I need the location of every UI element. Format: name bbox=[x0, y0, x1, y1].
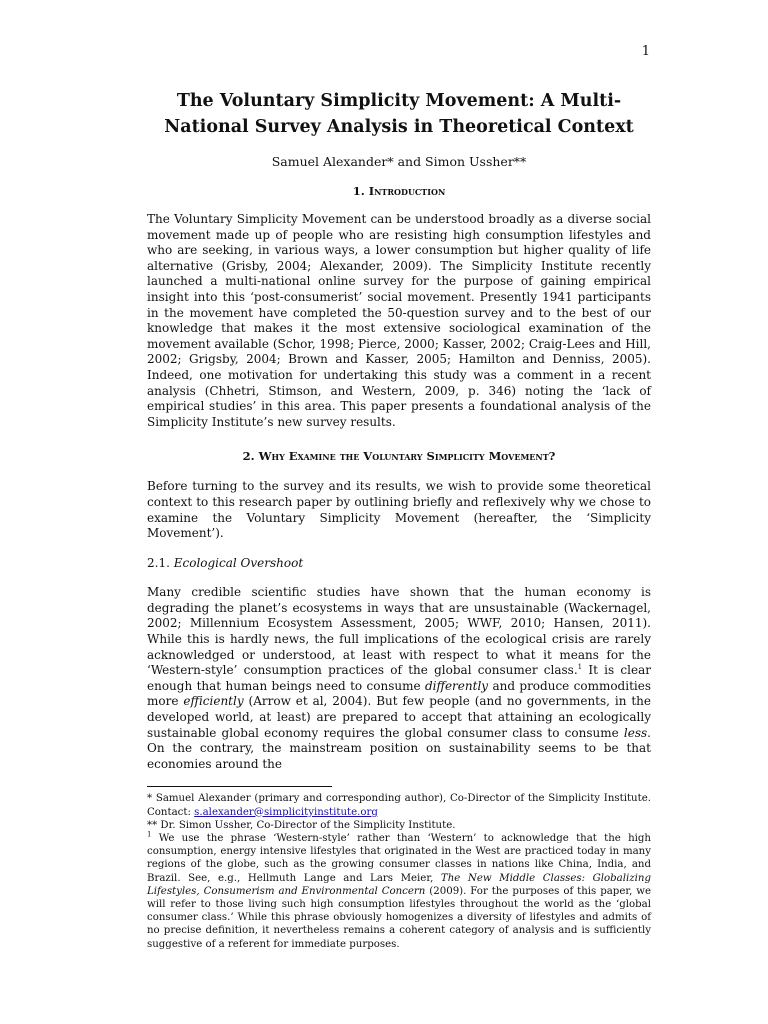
paper-title: The Voluntary Simplicity Movement: A Multi-National Survey Analysis in Theoretical Context bbox=[164, 91, 634, 137]
text-run: * Samuel Alexander (primary and corresponding author), Co-Director of the Simplicity Institute. Contact: bbox=[147, 793, 651, 818]
text-run: We use the phrase ‘Western-style’ rather than ‘Western’ to acknowledge that the high consumption, energy intensive lifestyles that originated in the West are practiced today in many regions of the globe, such as the growing consumer classes in nations like China, India, and Brazil. See, e.g., Hellmuth Lange and Lars Meier, bbox=[147, 833, 651, 884]
text-run: and produce commodities more bbox=[147, 678, 652, 709]
email-link[interactable]: s.alexander@simplicityinstitute.org bbox=[194, 806, 378, 818]
text-run: . On the contrary, the mainstream position on sustainability seems to be that economies around the bbox=[147, 725, 651, 771]
why-examine-paragraph: Before turning to the survey and its results, we wish to provide some theoretical context to this research paper by outlining briefly and reflexively why we chose to examine the Voluntary Simplicity Movement (hereafter, the ‘Simplicity Movement’). bbox=[147, 479, 651, 541]
emphasis-efficiently: efficiently bbox=[183, 694, 244, 709]
book-title: The New Middle Classes: Globalizing Lifestyles, Consumerism and Environmental Concern bbox=[147, 872, 651, 897]
emphasis-differently: differently bbox=[424, 678, 489, 693]
footnote-divider bbox=[147, 786, 332, 787]
text-run: It is clear enough that human beings need to consume bbox=[147, 663, 651, 693]
ecological-overshoot-paragraph bbox=[147, 585, 651, 772]
subsection-title: Ecological Overshoot bbox=[173, 555, 304, 570]
footnote-author-2: ** Dr. Simon Ussher, Co-Director of the Simplicity Institute. bbox=[147, 819, 456, 831]
page-number: 1 bbox=[641, 44, 650, 59]
text-run: (Arrow et al, 2004). But few people (and no governments, in the developed world, at least) are prepared to accept that attaining an ecologically sustainable global economy requires the global consumer class to consume bbox=[147, 694, 651, 740]
footnote-author-1 bbox=[147, 792, 651, 818]
text-run: (2009). For the purposes of this paper, we will refer to those living such high consumption lifestyles throughout the world as the ‘global consumer class.’ While this phrase obviously homogenizes a diversity of lifestyles and admits of no precise definition, it nevertheless remains a coherent category of analysis and is sufficiently suggestive of a referent for immediate purposes. bbox=[147, 885, 651, 950]
section-heading-introduction: 1. Introduction bbox=[352, 184, 446, 198]
footnotes bbox=[147, 792, 651, 950]
footnote-number: 1 bbox=[147, 830, 152, 839]
introduction-paragraph: The Voluntary Simplicity Movement can be understood broadly as a diverse social movement made up of people who are resisting high consumption lifestyles and who are seeking, in various ways, a lower consumption but higher quality of life alternative (Grisby, 2004; Alexander, 2009). The Simplicity Institute recently launched a multi-national online survey for the purpose of gaining empirical insight into this ‘post-consumerist’ social movement. Presently 1941 participants in the movement have completed the 50-question survey and to the best of our knowledge that makes it the most extensive sociological examination of the movement available (Schor, 1998; Pierce, 2000; Kasser, 2002; Craig-Lees and Hill, 2002; Grigsby, 2004; Brown and Kasser, 2005; Hamilton and Denniss, 2005). Indeed, one motivation for undertaking this study was a comment in a recent analysis (Chhetri, Stimson, and Western, 2009, p. 346) noting the ‘lack of empirical studies’ in this area. This paper presents a foundational analysis of the Simplicity Institute’s new survey results. bbox=[147, 212, 651, 429]
footnote-marker-1[interactable]: 1 bbox=[577, 663, 583, 672]
authors-line: Samuel Alexander* and Simon Ussher** bbox=[271, 154, 527, 169]
text-run: Many credible scientific studies have shown that the human economy is degrading the planet’s ecosystems in ways that are unsustainable (Wackernagel, 2002; Millennium Ecosystem Assessment, 2005; WWF, 2010; Hansen, 2011). While this is hardly news, the full implications of the ecological crisis are rarely acknowledged or understood, at least with respect to what it means for the ‘Western-style’ consumption practices of the global consumer class. bbox=[147, 585, 651, 678]
emphasis-less: less bbox=[623, 725, 648, 740]
section-heading-why-examine: 2. Why Examine the Voluntary Simplicity Movement? bbox=[242, 449, 556, 464]
subsection-number: 2.1. bbox=[147, 555, 170, 570]
footnote-1 bbox=[147, 832, 651, 951]
page-content bbox=[147, 88, 651, 951]
subsection-heading-ecological-overshoot bbox=[147, 556, 651, 572]
